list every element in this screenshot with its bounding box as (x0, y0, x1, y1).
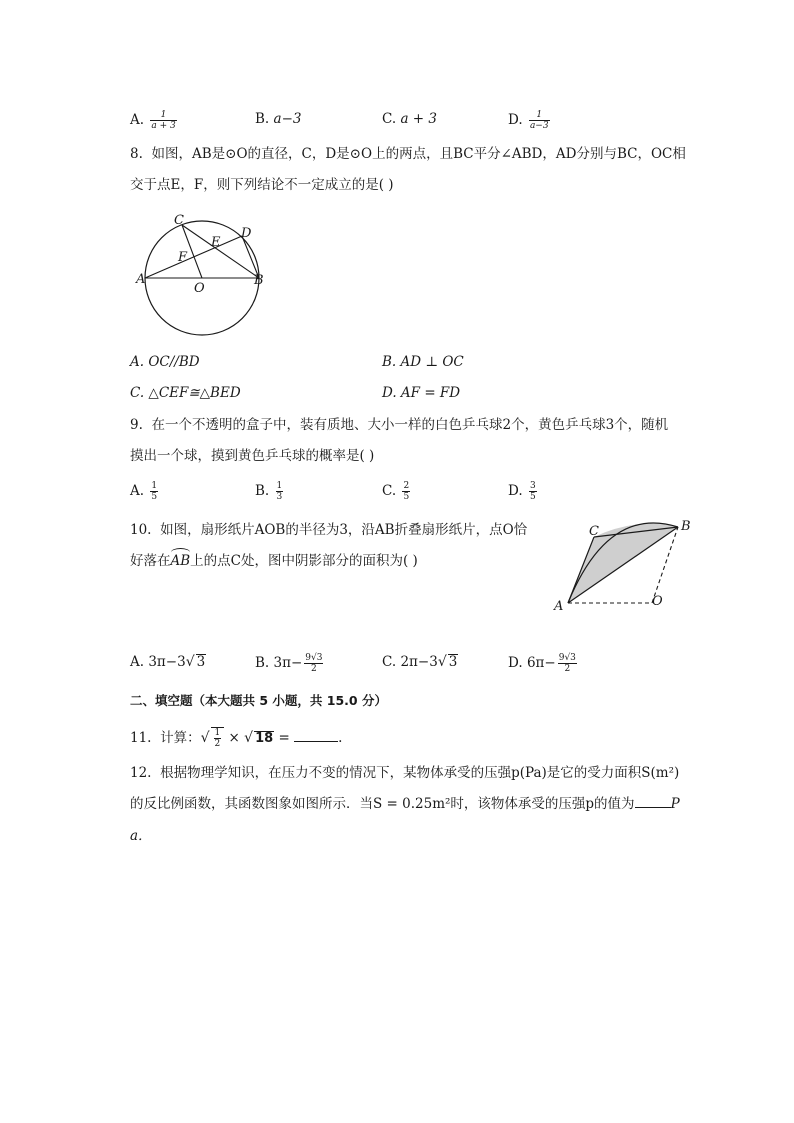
label-e: E (211, 235, 221, 250)
label-a: A (136, 272, 146, 287)
q8-option-a: A. OC//BD (130, 354, 200, 370)
q7-option-d: D. $\frac{1}{a-3}$ (508, 110, 549, 131)
q12-stem-line3: a． (130, 828, 152, 844)
q7-option-a: A. $\frac{1}{a + 3}$ (130, 110, 176, 131)
label-a: A (554, 599, 564, 614)
q7-option-b: B. a−3 (255, 111, 302, 127)
q8-circle-figure (130, 212, 270, 337)
q8-option-b: B. AD ⊥ OC (382, 354, 464, 370)
label-d: D (241, 226, 252, 241)
q11-stem: 11. 计算：√ $\frac{1}{2}$ × √ 18 = . (130, 728, 343, 749)
q10-stem-line1: 10. 如图，扇形纸片AOB的半径为3，沿AB折叠扇形纸片，点O恰 (130, 522, 528, 538)
section-heading-fill-in: 二、填空题（本大题共 5 小题，共 15.0 分） (130, 693, 387, 708)
label-c: C (174, 213, 184, 228)
q9-option-c: C. $\frac{2}{5}$ (382, 481, 410, 502)
q11-answer-blank[interactable] (294, 729, 338, 742)
label-b: B (681, 519, 691, 534)
q9-stem-line1: 9. 在一个不透明的盒子中，装有质地、大小一样的白色乒乓球2个，黄色乒乓球3个，随机 (130, 417, 669, 433)
arc-ab: AB (171, 553, 191, 569)
q12-answer-blank[interactable] (635, 795, 671, 808)
q10-option-d: D. 6π− $\frac{9√3}{2}$ (508, 653, 576, 674)
q10-sector-figure (548, 515, 708, 615)
label-o: O (194, 281, 205, 296)
q8-option-d: D. AF = FD (382, 385, 461, 401)
q9-stem-line2: 摸出一个球，摸到黄色乒乓球的概率是( ) (130, 448, 375, 464)
q9-option-b: B. $\frac{1}{3}$ (255, 481, 283, 502)
label-c: C (589, 524, 599, 539)
q8-stem-line1: 8. 如图，AB是⊙O的直径，C，D是⊙O上的两点，且BC平分∠ABD，AD分别与BC，OC相 (130, 146, 686, 162)
q7-option-c: C. a + 3 (382, 111, 437, 127)
q10-stem-line2: 好落在 AB上的点C处，图中阴影部分的面积为( ) (130, 552, 418, 570)
q10-option-c: C. 2π−3√ 3 (382, 654, 458, 670)
q9-option-d: D. $\frac{3}{5}$ (508, 481, 536, 502)
q8-stem-line2: 交于点E，F，则下列结论不一定成立的是( ) (130, 177, 394, 193)
q10-option-b: B. 3π− $\frac{9√3}{2}$ (255, 653, 323, 674)
q12-stem-line1: 12. 根据物理学知识，在压力不变的情况下，某物体承受的压强p(Pa)是它的受力面积S(m²) (130, 765, 680, 781)
label-f: F (178, 250, 188, 265)
q12-stem-line2: 的反比例函数，其函数图象如图所示．当S = 0.25m²时，该物体承受的压强p的值为 P (130, 796, 680, 812)
q8-option-c: C. △CEF≅△BED (130, 385, 241, 401)
q9-option-a: A. $\frac{1}{5}$ (130, 481, 158, 502)
q10-option-a: A. 3π−3√ 3 (130, 654, 206, 670)
label-o: O (652, 594, 663, 609)
label-b: B (254, 273, 264, 288)
